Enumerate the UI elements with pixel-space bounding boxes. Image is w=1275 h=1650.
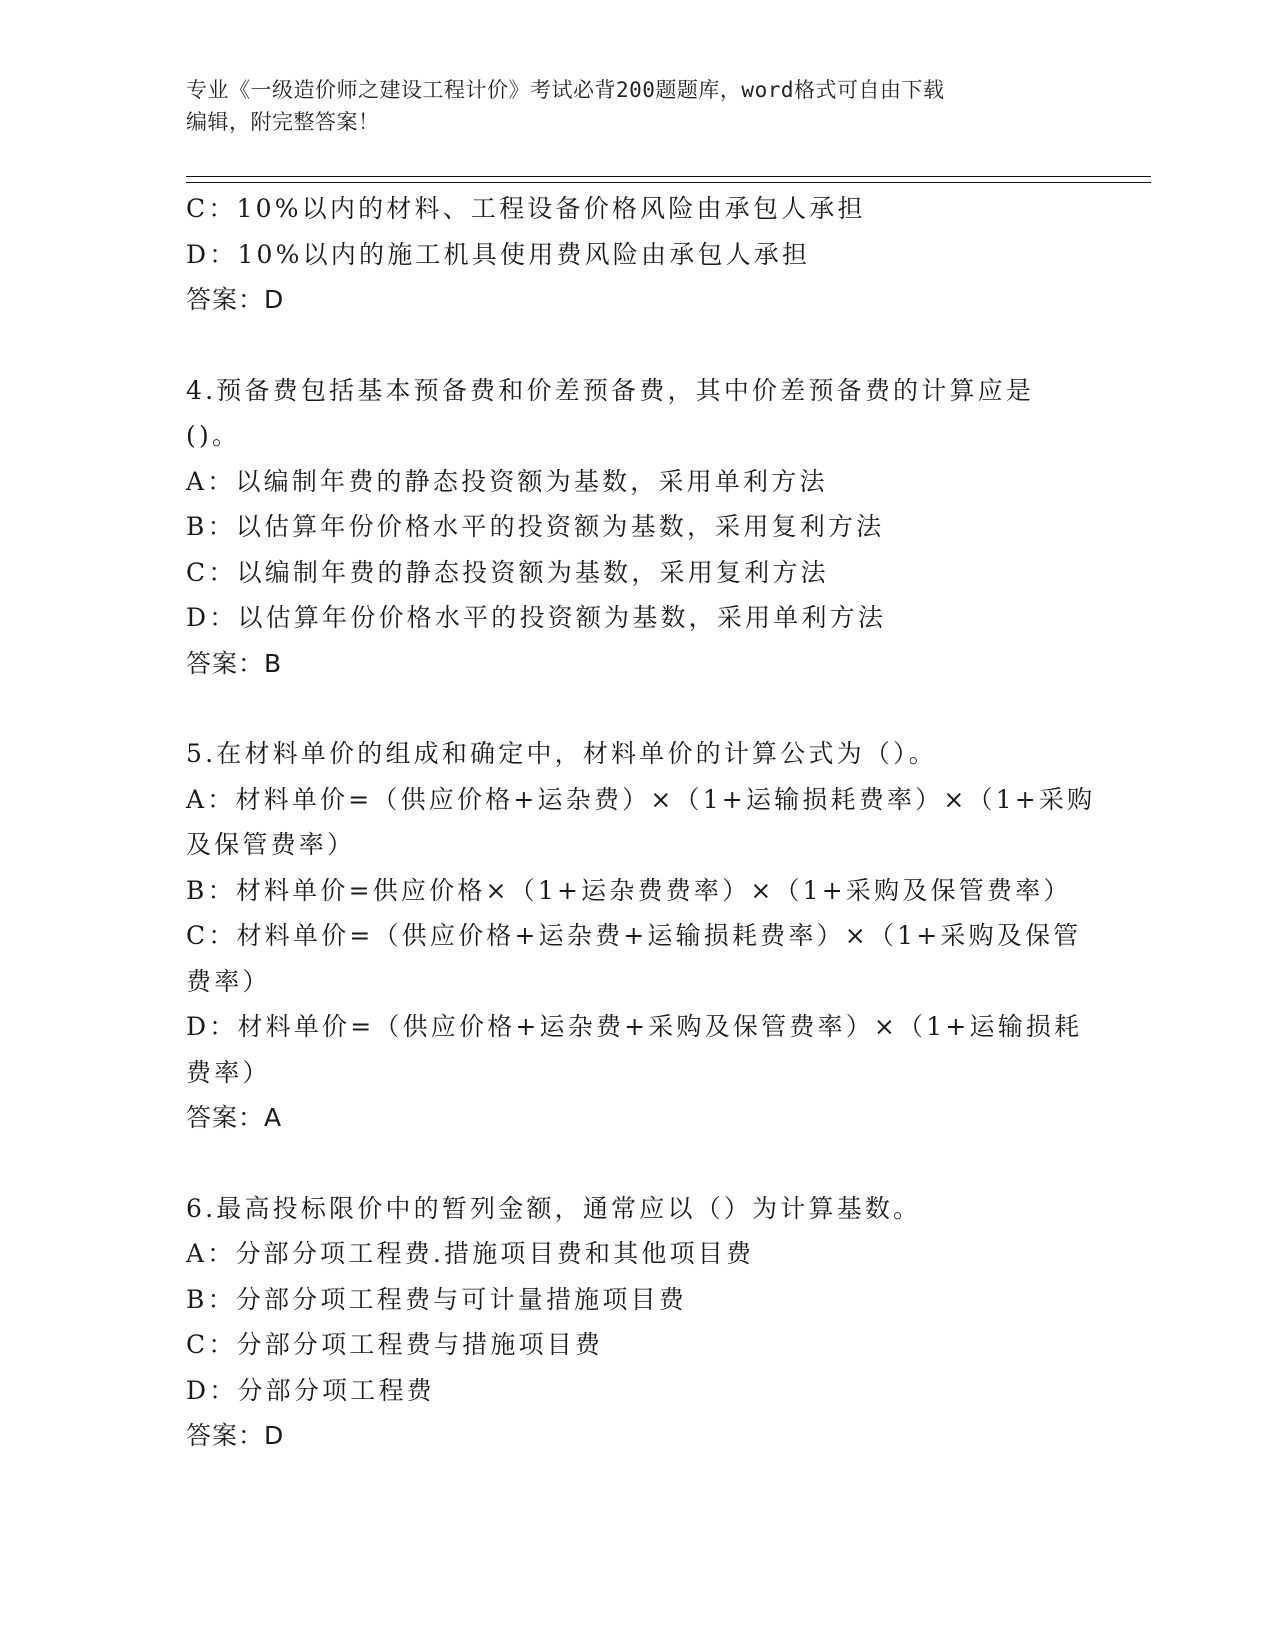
option-d: D：10%以内的施工机具使用费风险由承包人承担: [186, 239, 811, 269]
option-c: C：以编制年费的静态投资额为基数，采用复利方法: [186, 557, 829, 587]
spacer: [186, 1141, 1086, 1186]
option-a-cont: 及保管费率）: [186, 830, 356, 859]
option-c: C：材料单价=（供应价格+运杂费+运输损耗费率）×（1+采购及保管: [186, 921, 1082, 950]
question-stem: 6.最高投标限价中的暂列金额，通常应以（）为计算基数。: [186, 1193, 922, 1223]
option-c: C：分部分项工程费与措施项目费: [186, 1330, 604, 1359]
answer: 答案：D: [186, 1421, 285, 1450]
answer: 答案：A: [186, 1103, 283, 1132]
answer: 答案：D: [186, 285, 285, 314]
question-stem: 5.在材料单价的组成和确定中，材料单价的计算公式为（）。: [186, 739, 937, 768]
header-divider-top: [186, 176, 1151, 177]
option-c-cont: 费率）: [186, 966, 271, 996]
document-body: [186, 186, 1096, 1459]
option-b: B：以估算年份价格水平的投资额为基数，采用复利方法: [186, 512, 885, 541]
question-stem: 4.预备费包括基本预备费和价差预备费，其中价差预备费的计算应是: [186, 375, 1035, 405]
option-b: B：材料单价=供应价格×（1+运杂费费率）×（1+采购及保管费率）: [186, 875, 1072, 905]
document-header: [186, 74, 1086, 138]
option-d: D：以估算年份价格水平的投资额为基数，采用单利方法: [186, 603, 887, 632]
option-a: A：以编制年费的静态投资额为基数，采用单利方法: [186, 466, 828, 496]
option-c: C：10%以内的材料、工程设备价格风险由承包人承担: [186, 194, 866, 223]
option-a: A：材料单价=（供应价格+运杂费）×（1+运输损耗费率）×（1+采购: [186, 784, 1096, 814]
question-5: [186, 731, 1096, 1141]
question-6: [186, 1186, 1086, 1459]
spacer: [186, 323, 1086, 368]
option-b: B：分部分项工程费与可计量措施项目费: [186, 1284, 687, 1314]
option-a: A：分部分项工程费.措施项目费和其他项目费: [186, 1239, 755, 1268]
option-d-cont: 费率）: [186, 1057, 271, 1087]
option-d: D：分部分项工程费: [186, 1375, 435, 1405]
header-divider-bottom: [186, 182, 1151, 183]
header-line-1: 专业《一级造价师之建设工程计价》考试必背200题题库，word格式可自由下载: [186, 78, 945, 102]
answer: 答案：B: [186, 648, 283, 678]
header-line-2: 编辑，附完整答案！: [186, 110, 380, 134]
question-3: [186, 186, 1086, 323]
question-4: [186, 368, 1086, 687]
spacer: [186, 686, 1086, 731]
option-d: D：材料单价=（供应价格+运杂费+采购及保管费率）×（1+运输损耗: [186, 1012, 1083, 1041]
question-stem-cont: ()。: [186, 421, 241, 450]
